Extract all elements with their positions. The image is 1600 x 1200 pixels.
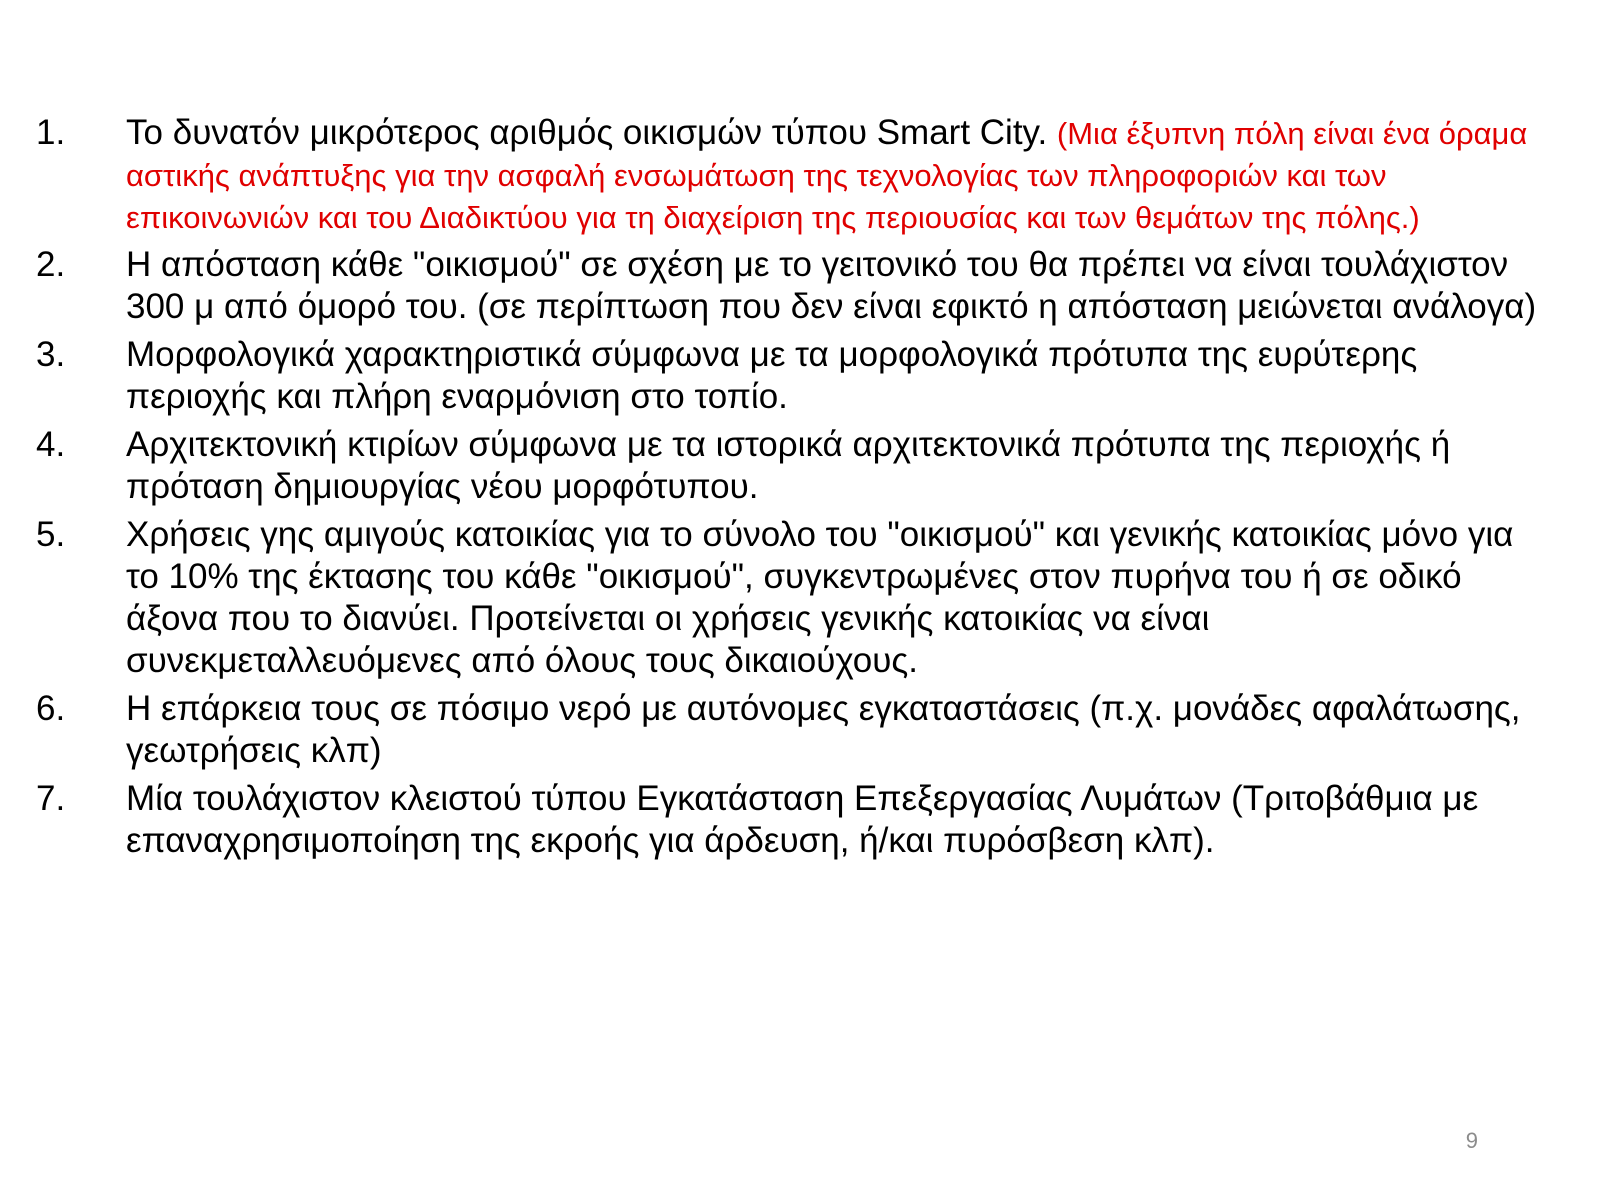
page-number: 9 (1465, 1128, 1478, 1153)
list-item-number: 2. (36, 245, 66, 284)
list-item-text: Μία τουλάχιστον κλειστού τύπου Εγκατάσταση Επεξεργασίας Λυμάτων (Τριτοβάθμια με επαναχρησιμοποίηση της εκροής για άρδευση, ή/και πυρόσβεση κλπ). (126, 779, 1479, 860)
list-item-text: Μορφολογικά χαρακτηριστικά σύμφωνα με τα μορφολογικά πρότυπα της ευρύτερης περιοχής και πλήρη εναρμόνιση στο τοπίο. (126, 335, 1418, 416)
list-item-body (126, 112, 1546, 238)
requirements-list (36, 112, 1546, 868)
list-item (36, 688, 1546, 772)
list-item (36, 334, 1546, 418)
list-item-number: 4. (36, 425, 66, 464)
list-item (36, 244, 1546, 328)
list-item (36, 112, 1546, 238)
list-item-text: Η απόσταση κάθε "οικισμού" σε σχέση με το γειτονικό του θα πρέπει να είναι τουλάχιστον 300 μ από όμορό του. (σε περίπτωση που δεν είναι εφικτό η απόσταση μειώνεται ανάλογα) (126, 245, 1537, 326)
list-item-text: Το δυνατόν μικρότερος αριθμός οικισμών τύπου Smart City. (126, 113, 1057, 152)
list-item-number: 3. (36, 335, 66, 374)
list-item-number: 6. (36, 689, 66, 728)
list-item-text: Αρχιτεκτονική κτιρίων σύμφωνα με τα ιστορικά αρχιτεκτονικά πρότυπα της περιοχής ή πρόταση δημιουργίας νέου μορφότυπου. (126, 425, 1451, 506)
list-item (36, 778, 1546, 862)
list-item-text: Η επάρκεια τους σε πόσιμο νερό με αυτόνομες εγκαταστάσεις (π.χ. μονάδες αφαλάτωσης, γεωτρήσεις κλπ) (126, 689, 1521, 770)
list-item-number: 1. (36, 113, 66, 152)
list-item-text: Χρήσεις γης αμιγούς κατοικίας για το σύνολο του "οικισμού" και γενικής κατοικίας μόνο για το 10% της έκτασης του κάθε "οικισμού", συγκεντρωμένες στον πυρήνα του ή σε οδικό άξονα που το διανύει. Προτείνεται οι χρήσεις γενικής κατοικίας να είναι συνεκμεταλλευόμενες από όλους τους δικαιούχους. (126, 515, 1514, 680)
list-item (36, 424, 1546, 508)
list-item-number: 5. (36, 515, 66, 554)
list-item (36, 514, 1546, 682)
smart-city-definition-note: (Μια έξυπνη πόλη είναι ένα όραμα αστικής ανάπτυξης για την ασφαλή ενσωμάτωση της τεχνολογίας των πληροφοριών και των επικοινωνιών και του Διαδικτύου για τη διαχείριση της περιουσίας και των θεμάτων της πόλης.) (126, 116, 1528, 235)
list-item-number: 7. (36, 779, 66, 818)
